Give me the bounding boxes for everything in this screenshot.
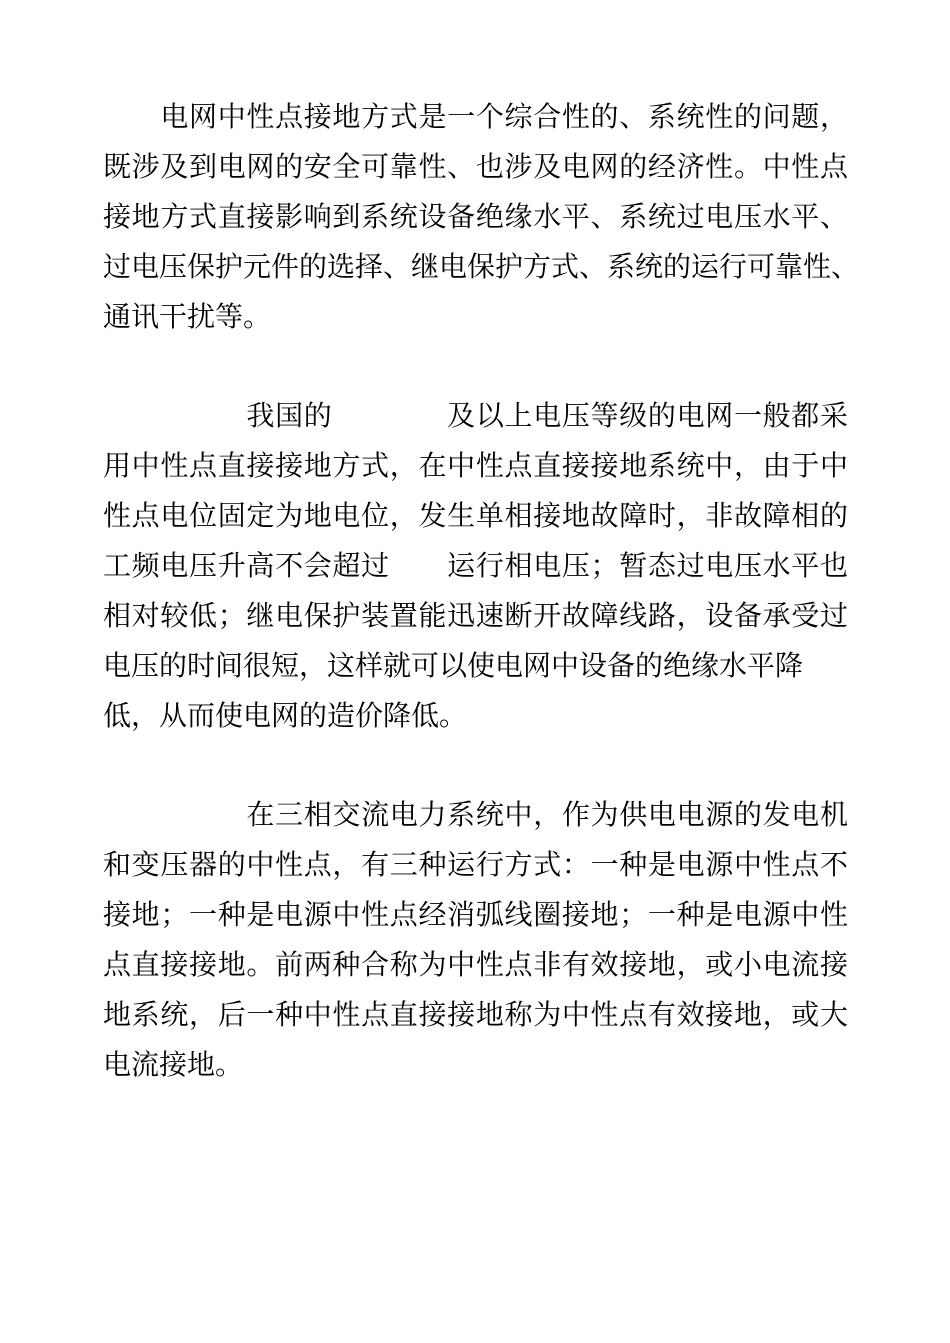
text-line: 低，从而使电网的造价降低。 [103,699,468,732]
text-line: 用中性点直接接地方式，在中性点直接接地系统中，由于中 [103,449,848,482]
text-line: 接地方式直接影响到系统设备绝缘水平、系统过电压水平、 [103,200,848,233]
text-line: 电网中性点接地方式是一个综合性的、系统性的问题， [103,100,848,133]
paragraph-grounding-overview [103,92,860,342]
text-line: 我国的 及以上电压等级的电网一般都采 [103,399,848,432]
text-line: 地系统，后一种中性点直接接地称为中性点有效接地，或大 [103,998,848,1031]
text-line: 既涉及到电网的安全可靠性、也涉及电网的经济性。中性点 [103,150,848,183]
text-line: 性点电位固定为地电位，发生单相接地故障时，非故障相的 [103,499,848,532]
text-line: 工频电压升高不会超过 运行相电压；暂态过电压水平也 [103,549,848,582]
paragraph-direct-grounding [103,391,848,741]
paragraph-three-phase-modes [103,790,848,1090]
text-line: 点直接接地。前两种合称为中性点非有效接地，或小电流接 [103,948,848,981]
text-line: 过电压保护元件的选择、继电保护方式、系统的运行可靠性、 [103,250,860,283]
text-line: 接地；一种是电源中性点经消弧线圈接地；一种是电源中性 [103,898,848,931]
text-line: 在三相交流电力系统中，作为供电电源的发电机 [103,798,848,831]
text-line: 和变压器的中性点，有三种运行方式：一种是电源中性点不 [103,848,848,881]
text-line: 电压的时间很短，这样就可以使电网中设备的绝缘水平降 [103,649,804,682]
text-line: 通讯干扰等。 [103,300,272,333]
text-line: 电流接地。 [103,1048,244,1081]
text-line: 相对较低；继电保护装置能迅速断开故障线路，设备承受过 [103,599,848,632]
